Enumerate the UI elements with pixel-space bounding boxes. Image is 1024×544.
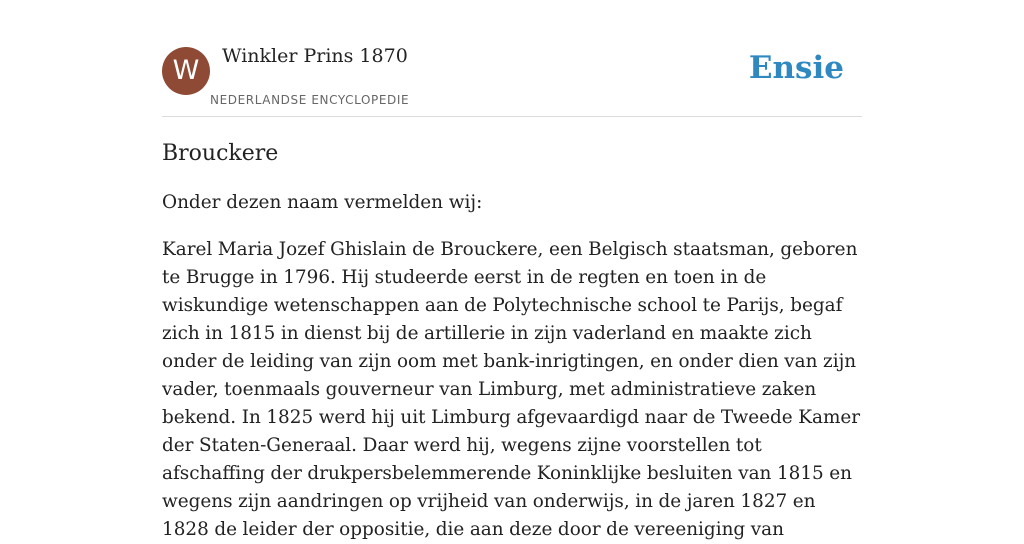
ensie-logo[interactable]: Ensie <box>748 50 844 86</box>
article-intro: Onder dezen naam vermelden wij: <box>162 192 483 213</box>
source-title[interactable]: Winkler Prins 1870 <box>222 45 408 67</box>
article-body: Karel Maria Jozef Ghislain de Brouckere, een Belgisch staatsman, geboren te Brugge in 1796. Hij studeerde eerst in de regten en toen in de wiskundige wetenschappen aan de Polytechnische school te Parijs, begaf zich in 1815 in dienst bij de artillerie in zijn vaderland en maakte zich onder de leiding van zijn oom met bank-inrigtingen, en onder dien van zijn vader, toenmaals gouverneur van Limburg, met administratieve zaken bekend. In 1825 werd hij uit Limburg afgevaardigd naar de Tweede Kamer der Staten-Generaal. Daar werd hij, wegens zijne voorstellen tot afschaffing der drukpersbelemmerende Koninklijke besluiten van 1815 en wegens zijn aandringen op vrijheid van onderwijs, in de jaren 1827 en 1828 de leider der oppositie, die aan deze door de vereeniging van <box>162 239 861 540</box>
site-header <box>162 0 862 117</box>
source-subtitle: NEDERLANDSE ENCYCLOPEDIE <box>210 93 410 107</box>
article-title: Brouckere <box>162 141 279 166</box>
article <box>162 138 862 544</box>
source-avatar[interactable]: W <box>162 47 210 95</box>
